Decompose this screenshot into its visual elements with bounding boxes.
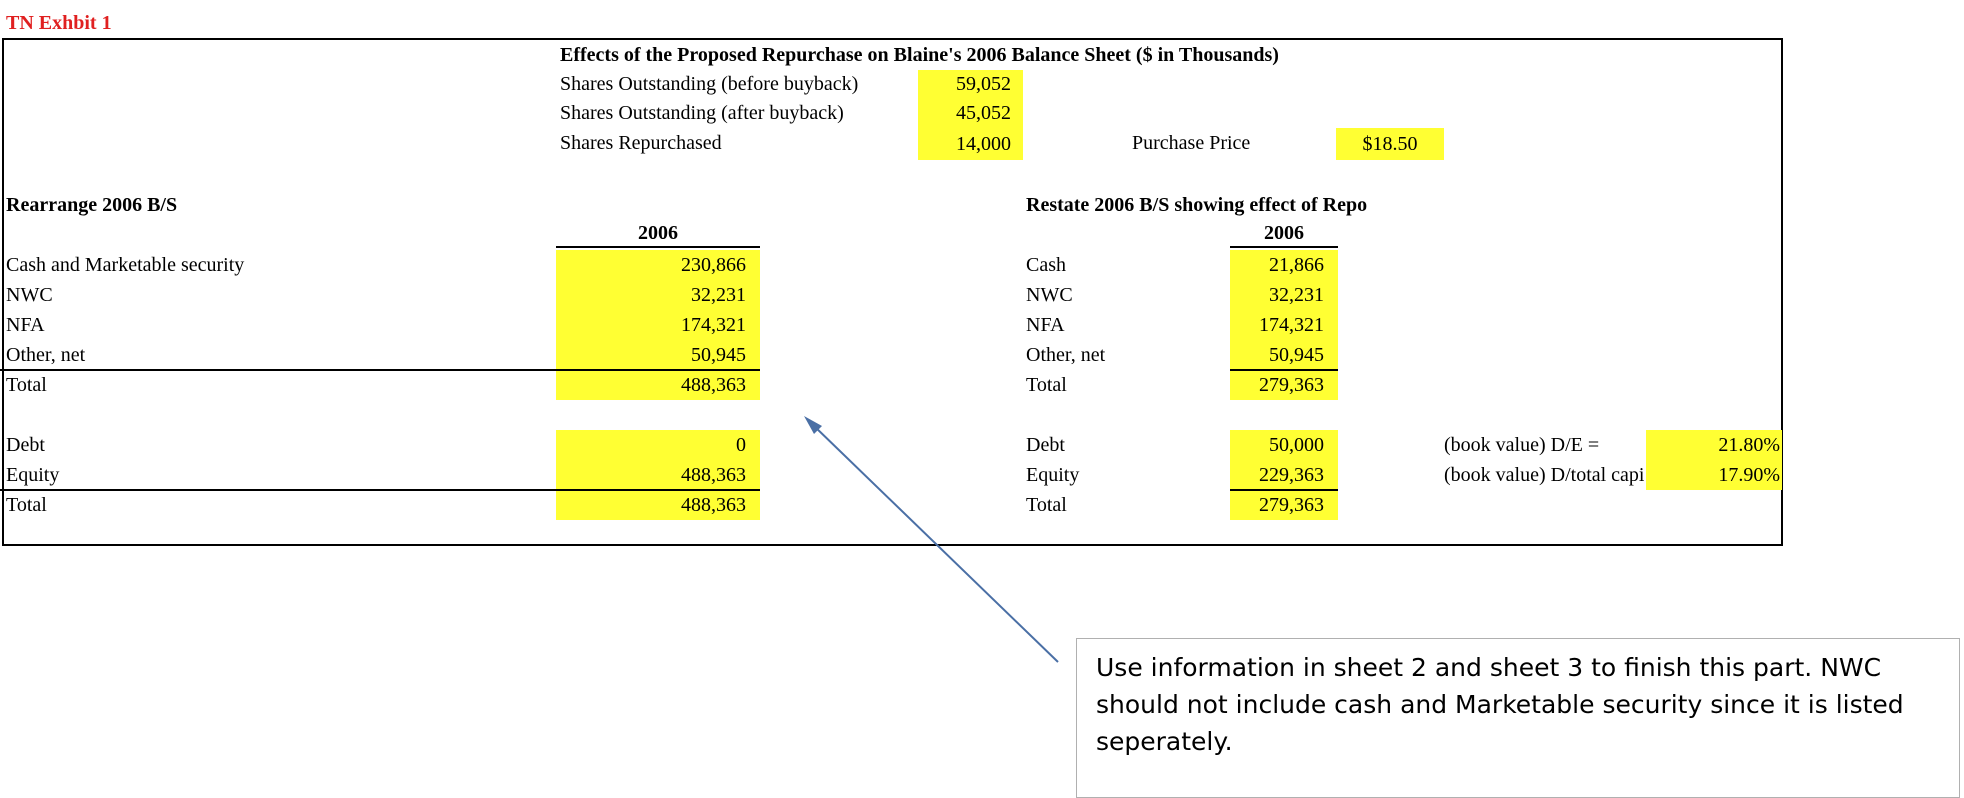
restate-debt-label: Debt [1026, 434, 1065, 456]
restate-total-assets-value[interactable]: 279,363 [1259, 374, 1324, 396]
purchase-price-value[interactable]: $18.50 [1336, 128, 1444, 160]
restate-cash-value[interactable]: 21,866 [1269, 254, 1324, 276]
rearrange-equity-label: Equity [6, 464, 60, 486]
shares-after-label: Shares Outstanding (after buyback) [560, 102, 844, 124]
restate-nwc-value[interactable]: 32,231 [1269, 284, 1324, 306]
shares-after-value[interactable]: 45,052 [918, 99, 1023, 128]
restate-nfa-value[interactable]: 174,321 [1259, 314, 1324, 336]
rearrange-total-liab-label: Total [6, 494, 47, 516]
rearrange-other-label: Other, net [6, 344, 86, 366]
rearrange-total-assets-label: Total [6, 374, 47, 396]
rearrange-debt-value[interactable]: 0 [736, 434, 746, 456]
rearrange-total-assets-value[interactable]: 488,363 [681, 374, 746, 396]
rearrange-other-value[interactable]: 50,945 [691, 344, 746, 366]
effects-title: Effects of the Proposed Repurchase on Blaine's 2006 Balance Sheet ($ in Thousands) [560, 44, 1279, 66]
note-text: Use information in sheet 2 and sheet 3 to finish this part. NWC should not include cash and Marketable security since it is listed seperately. [1096, 653, 1904, 756]
rearrange-cash-value[interactable]: 230,866 [681, 254, 746, 276]
rearrange-year-header: 2006 [556, 220, 760, 248]
restate-debt-value[interactable]: 50,000 [1269, 434, 1324, 456]
restate-other-label: Other, net [1026, 344, 1106, 366]
rearrange-nfa-label: NFA [6, 314, 45, 336]
restate-nfa-label: NFA [1026, 314, 1065, 336]
restate-cash-label: Cash [1026, 254, 1066, 276]
restate-nwc-label: NWC [1026, 284, 1073, 306]
note-textbox[interactable] [1076, 638, 1960, 798]
restate-total-assets-label: Total [1026, 374, 1067, 396]
ratio-dtc-label: (book value) D/total capi [1444, 464, 1644, 486]
rearrange-title: Rearrange 2006 B/S [6, 194, 178, 216]
restate-equity-value[interactable]: 229,363 [1259, 464, 1324, 486]
restate-total-liab-label: Total [1026, 494, 1067, 516]
rearrange-total-liab-value[interactable]: 488,363 [681, 494, 746, 516]
rearrange-cash-label: Cash and Marketable security [6, 254, 245, 276]
shares-before-value[interactable]: 59,052 [918, 70, 1023, 99]
shares-repurchased-value[interactable]: 14,000 [918, 128, 1023, 160]
ratio-de-label: (book value) D/E = [1444, 434, 1600, 456]
shares-before-label: Shares Outstanding (before buyback) [560, 73, 859, 95]
purchase-price-label: Purchase Price [1132, 132, 1251, 154]
restate-year-header: 2006 [1230, 220, 1338, 248]
restate-equity-label: Equity [1026, 464, 1080, 486]
rearrange-nfa-value[interactable]: 174,321 [681, 314, 746, 336]
shares-repurchased-label: Shares Repurchased [560, 132, 722, 154]
ratio-de-value[interactable]: 21.80% [1718, 434, 1780, 456]
restate-other-value[interactable]: 50,945 [1269, 344, 1324, 366]
ratio-dtc-value[interactable]: 17.90% [1718, 464, 1780, 486]
rearrange-debt-label: Debt [6, 434, 45, 456]
restate-total-liab-value[interactable]: 279,363 [1259, 494, 1324, 516]
rearrange-equity-value[interactable]: 488,363 [681, 464, 746, 486]
restate-title: Restate 2006 B/S showing effect of Repo [1026, 194, 1368, 216]
rearrange-nwc-label: NWC [6, 284, 53, 306]
exhibit-label: TN Exhbit 1 [6, 12, 112, 34]
rearrange-nwc-value[interactable]: 32,231 [691, 284, 746, 306]
